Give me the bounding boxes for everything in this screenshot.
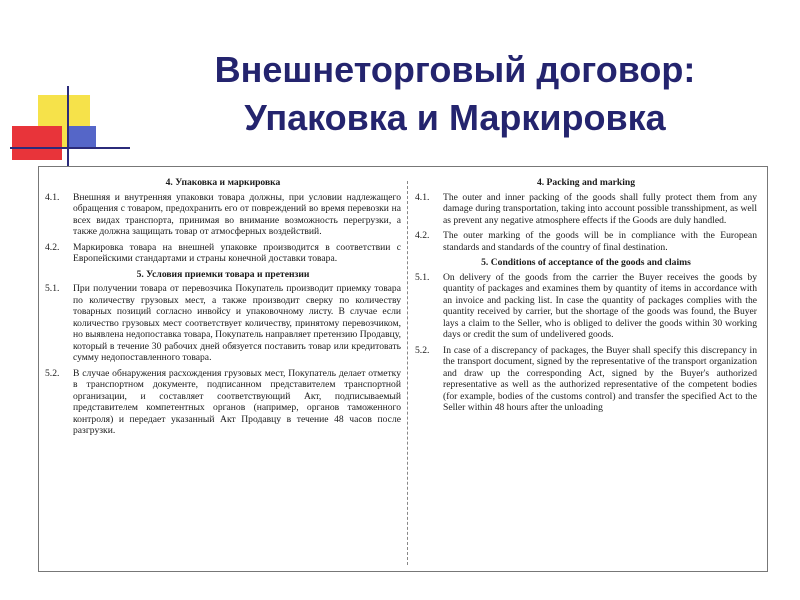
ru-clause-5-2 (45, 368, 401, 437)
contract-document-image (38, 166, 768, 572)
clause-number: 4.1. (45, 191, 60, 203)
clause-number: 5.2. (415, 344, 430, 356)
clause-number: 4.2. (415, 230, 430, 241)
decor-blue-square (68, 126, 96, 148)
ru-clause-5-1 (45, 283, 401, 364)
clause-text: The outer marking of the goods will be in compliance with the European standards and standards of the country of final destination. (443, 230, 757, 253)
clause-text: Маркировка товара на внешней упаковке производится в соответствии с Европейскими стандартами и страны конечной доставки товара. (73, 241, 401, 264)
slide-title-line1: Внешнеторговый договор: (214, 49, 696, 90)
clause-text: В случае обнаружения расхождения грузовых мест, Покупатель делает отметку в транспортном документе, подписанном представителем транспортной организации, и составляет соответствующий Акт, подписываемый представителем компетентных органов (например, органов таможенного контроля) и передает указанный Акт Продавцу в течение 48 часов после разгрузки. (73, 367, 401, 436)
clause-text: Внешняя и внутренняя упаковки товара должны, при условии надлежащего обращения с товаром, предохранить его от повреждений во время перевозки на всех видах транспорта, принимая во внимание возможность перегрузки, а также должна защищать товар от атмосферных воздействий. (73, 191, 401, 237)
decor-horizontal-line (10, 147, 130, 149)
clause-number: 5.1. (415, 271, 430, 283)
clause-text: In case of a discrepancy of packages, the Buyer shall specify this discrepancy in the transport document, signed by the representative of the transport organization and draw up the corresponding Act, signed by the Buyer's authorized representative as well as the authorized representative of the competent bodies (for example, bodies of the customs control) and transfer the specified Act to the Seller within 48 hours after the unloading (443, 344, 757, 413)
en-section4-heading: 4. Packing and marking (536, 177, 636, 188)
ru-clause-4-1 (45, 192, 401, 238)
clause-text: On delivery of the goods from the carrier the Buyer receives the goods by quantity of packages and examines them by quantity of items in accordance with an invoice and packing list. In case the quantity of packages complies with the quantity received by carrier, but the shortage of the goods was found, the Buyer lays a claim to the Seller, who is obliged to deliver the goods within 30 working days or credit the sum of undelivered goods. (443, 271, 757, 340)
clause-number: 4.2. (45, 241, 60, 253)
clause-text: При получении товара от перевозчика Покупатель производит приемку товара по количеству грузовых мест, а также производит сверку по количеству товарных позиций согласно инвойсу и упаковочному листу. В случае если количество грузовых мест соответствует количеству, принятому перевозчиком, но выявлена недопоставка товара, Покупатель направляет претензию Продавцу, который в течение 30 рабочих дней обязуется поставить товар или кредитовать сумму недопоставленного товара. (73, 283, 401, 363)
english-column (415, 175, 757, 418)
clause-number: 4.1. (415, 191, 430, 203)
ru-section4-heading: 4. Упаковка и маркировка (165, 177, 281, 188)
ru-clause-4-2 (45, 242, 401, 265)
en-clause-5-2 (415, 345, 757, 414)
ru-section5-heading: 5. Условия приемки товара и претензии (136, 268, 310, 280)
column-divider (407, 181, 408, 565)
en-clause-4-1 (415, 192, 757, 227)
slide-title (130, 46, 780, 142)
decor-red-square (12, 126, 62, 160)
en-clause-5-1 (415, 272, 757, 341)
russian-column (45, 175, 401, 441)
en-clause-4-2 (415, 230, 757, 253)
clause-number: 5.2. (45, 367, 60, 379)
clause-text: The outer and inner packing of the goods shall fully protect them from any damage during transportation, taking into account possible transshipment, as well as prevent any negative atmosphere effects if the Goods are duly handled. (443, 191, 757, 226)
en-section5-heading: 5. Conditions of acceptance of the goods and claims (481, 257, 691, 268)
clause-number: 5.1. (45, 283, 60, 294)
slide-title-line2: Упаковка и Маркировка (244, 97, 666, 138)
